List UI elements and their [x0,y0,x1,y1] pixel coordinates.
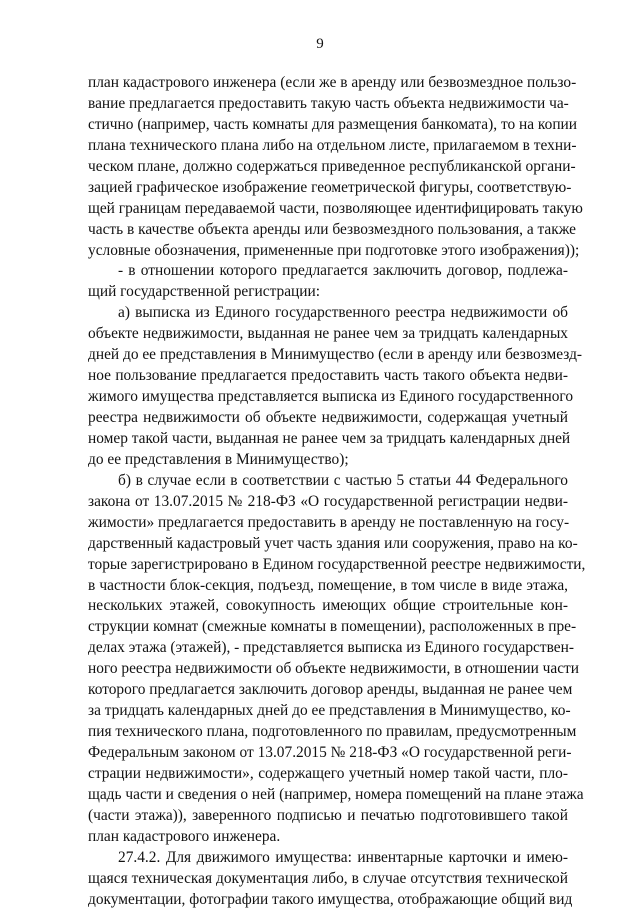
text-line: стично (например, часть комнаты для размещения банкомата), то на копии [88,115,578,133]
text-line: плана технического плана либо на отдельном листе, прилагаемом в техни- [88,136,577,154]
text-line: до ее представления в Минимущество); [88,450,349,468]
text-line: ческом плане, должно содержаться приведенное республиканской органи- [88,157,576,175]
text-line: в частности блок-секция, подъезд, помещение, в том числе в виде этажа, [88,576,568,594]
text-line: щаяся техническая документация либо, в случае отсутствия технической [88,869,568,887]
text-line: реестра недвижимости об объекте недвижимости, содержащая учетный [88,409,568,426]
text-line: вание предлагается предоставить такую часть объекта недвижимости ча- [88,94,569,112]
text-line: ного реестра недвижимости об объекте недвижимости, в отношении части [88,660,580,678]
text-line: Федеральным законом от 13.07.2015 № 218-ФЗ «О государственной реги- [88,744,572,761]
text-line: дней до ее представления в Минимущество (если в аренду или безвозмезд- [88,346,583,364]
text-line: документации, фотографии такого имущества, отображающие общий вид [88,890,573,908]
text-line: план кадастрового инженера (если же в аренду или безвозмездное пользо- [88,74,577,91]
text-line: номер такой части, выданная не ранее чем за тридцать календарных дней [88,429,571,447]
text-line: ное пользование предлагается предоставить часть такого объекта недви- [88,367,568,385]
text-line: часть в качестве объекта аренды или безвозмездного пользования, а также [88,220,577,238]
text-line: жимости» предлагается предоставить в аренду не поставленную на госу- [88,513,570,531]
text-line: щий государственной регистрации: [88,283,321,301]
text-line: а) выписка из Единого государственного реестра недвижимости об [118,304,568,322]
text-line: (части этажа)), заверенного подписью и печатью подготовившего такой [88,806,568,824]
text-line: условные обозначения, примененные при подготовке этого изображения)); [88,241,580,259]
text-line: струкции комнат (смежные комнаты в помещении), расположенных в пре- [88,618,577,636]
text-line: пия технического плана, подготовленного по правилам, предусмотренным [88,723,577,741]
text-line: план кадастрового инженера. [88,827,281,845]
text-line: делах этажа (этажей), - представляется выписка из Единого государствен- [88,639,574,657]
text-line: закона от 13.07.2015 № 218-ФЗ «О государственной регистрации недви- [88,492,568,510]
text-line: торые зарегистрировано в Едином государственной реестре недвижимости, [88,555,586,573]
text-line: страции недвижимости», содержащего учетный номер такой части, пло- [88,764,568,782]
text-line: жимого имущества представляется выписка из Единого государственного [88,388,574,406]
text-line: объекте недвижимости, выданная не ранее чем за тридцать календарных [88,325,568,343]
text-line: 27.4.2. Для движимого имущества: инвентарные карточки и имею- [118,848,568,866]
text-line: за тридцать календарных дней до ее представления в Минимущество, ко- [88,702,571,720]
text-line: которого предлагается заключить договор аренды, выданная не ранее чем [88,681,573,699]
text-line: - в отношении которого предлагается заключить договор, подлежа- [118,262,568,280]
text-line: б) в случае если в соответствии с частью 5 статьи 44 Федерального [118,471,568,489]
text-line: щей границам передаваемой части, позволяющее идентифицировать такую [88,199,583,217]
page-number: 9 [316,36,324,52]
text-line: дарственный кадастровый учет часть здания или сооружения, право на ко- [88,534,578,552]
document-body [88,73,586,911]
text-line: щадь части и сведения о ней (например, номера помещений на плане этажа [88,785,584,803]
text-line: нескольких этажей, совокупность имеющих общие строительные кон- [88,597,568,615]
text-line: зацией графическое изображение геометрической фигуры, соответствую- [88,178,572,196]
